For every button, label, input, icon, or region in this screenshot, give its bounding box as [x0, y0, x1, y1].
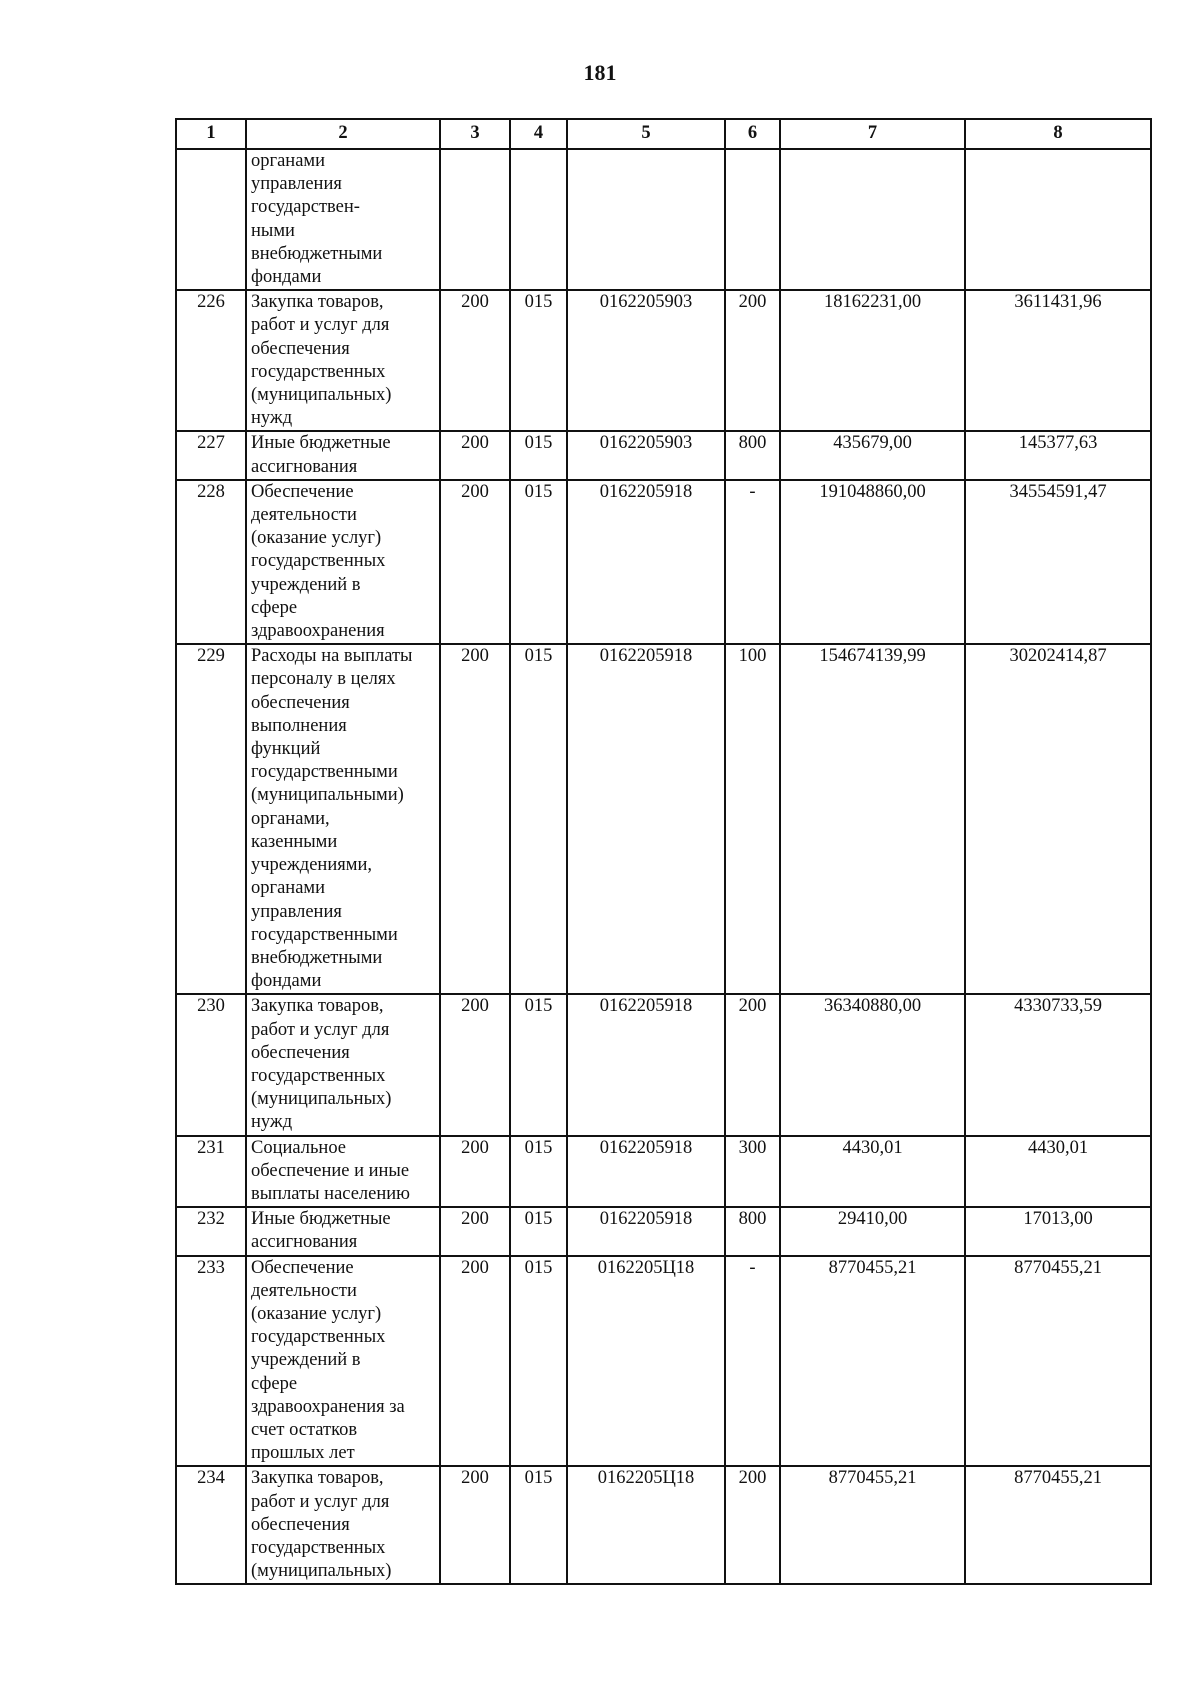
row-number: 233: [176, 1256, 246, 1467]
table-row: [176, 1256, 1151, 1467]
row-col4: 015: [510, 994, 567, 1135]
row-col4: 015: [510, 290, 567, 431]
row-col6: 200: [725, 994, 780, 1135]
table-row: [176, 994, 1151, 1135]
table-row: [176, 1466, 1151, 1584]
header-row: [176, 119, 1151, 149]
row-col3: 200: [440, 1136, 510, 1208]
row-col7: 8770455,21: [780, 1256, 965, 1467]
row-col6: 800: [725, 1207, 780, 1255]
row-col7: 191048860,00: [780, 480, 965, 644]
row-col8: 17013,00: [965, 1207, 1151, 1255]
row-col3: 200: [440, 994, 510, 1135]
table-row: [176, 1136, 1151, 1208]
row-col6: -: [725, 480, 780, 644]
row-name: Обеспечение деятельности (оказание услуг) государственных учреждений в сфере здравоохранения за счет остатков прошлых лет: [246, 1256, 440, 1467]
row-col3: 200: [440, 644, 510, 994]
row-number: 234: [176, 1466, 246, 1584]
row-number: 230: [176, 994, 246, 1135]
row-col5: 0162205903: [567, 290, 725, 431]
row-name: Закупка товаров, работ и услуг для обеспечения государственных (муниципальных): [246, 1466, 440, 1584]
row-col5: 0162205918: [567, 1207, 725, 1255]
table-row: [176, 431, 1151, 479]
row-name: Социальное обеспечение и иные выплаты населению: [246, 1136, 440, 1208]
row-col5: 0162205918: [567, 644, 725, 994]
row-number: 226: [176, 290, 246, 431]
row-name: Обеспечение деятельности (оказание услуг) государственных учреждений в сфере здравоохранения: [246, 480, 440, 644]
row-col4: 015: [510, 1466, 567, 1584]
col-header-2: 2: [246, 119, 440, 149]
row-number: [176, 149, 246, 290]
row-col5: 0162205Ц18: [567, 1256, 725, 1467]
row-col7: 36340880,00: [780, 994, 965, 1135]
row-col5: 0162205918: [567, 480, 725, 644]
row-col3: 200: [440, 290, 510, 431]
row-col4: 015: [510, 644, 567, 994]
row-col8: 145377,63: [965, 431, 1151, 479]
row-col8: 34554591,47: [965, 480, 1151, 644]
row-col8: 30202414,87: [965, 644, 1151, 994]
col-header-8: 8: [965, 119, 1151, 149]
row-name: Иные бюджетные ассигнования: [246, 431, 440, 479]
budget-table: [175, 118, 1152, 1585]
row-name: органами управления государствен- ными внебюджетными фондами: [246, 149, 440, 290]
row-col6: [725, 149, 780, 290]
col-header-7: 7: [780, 119, 965, 149]
table-row: [176, 480, 1151, 644]
table-row: [176, 149, 1151, 290]
row-col8: 8770455,21: [965, 1256, 1151, 1467]
row-col3: 200: [440, 1466, 510, 1584]
row-col8: 3611431,96: [965, 290, 1151, 431]
row-col3: 200: [440, 480, 510, 644]
row-col6: 300: [725, 1136, 780, 1208]
row-col8: [965, 149, 1151, 290]
col-header-1: 1: [176, 119, 246, 149]
row-col6: 200: [725, 1466, 780, 1584]
table-row: [176, 644, 1151, 994]
row-number: 232: [176, 1207, 246, 1255]
row-name: Закупка товаров, работ и услуг для обеспечения государственных (муниципальных) нужд: [246, 994, 440, 1135]
row-col4: 015: [510, 480, 567, 644]
row-col8: 8770455,21: [965, 1466, 1151, 1584]
row-col7: 435679,00: [780, 431, 965, 479]
row-col4: [510, 149, 567, 290]
row-col5: 0162205903: [567, 431, 725, 479]
table-row: [176, 1207, 1151, 1255]
row-col5: [567, 149, 725, 290]
row-col7: 154674139,99: [780, 644, 965, 994]
row-col7: [780, 149, 965, 290]
row-col3: 200: [440, 1256, 510, 1467]
row-col7: 4430,01: [780, 1136, 965, 1208]
row-name: Иные бюджетные ассигнования: [246, 1207, 440, 1255]
table-row: [176, 290, 1151, 431]
row-name: Расходы на выплаты персоналу в целях обеспечения выполнения функций государственными (муниципальными) органами, казенными учреждениями, органами управления государственными внебюджетными фондами: [246, 644, 440, 994]
row-col4: 015: [510, 1136, 567, 1208]
row-col4: 015: [510, 1256, 567, 1467]
row-number: 228: [176, 480, 246, 644]
col-header-5: 5: [567, 119, 725, 149]
page-number: 181: [583, 60, 617, 85]
row-col6: 200: [725, 290, 780, 431]
row-col8: 4330733,59: [965, 994, 1151, 1135]
row-col4: 015: [510, 431, 567, 479]
col-header-3: 3: [440, 119, 510, 149]
row-col5: 0162205918: [567, 994, 725, 1135]
row-col7: 8770455,21: [780, 1466, 965, 1584]
row-col6: 100: [725, 644, 780, 994]
row-col6: 800: [725, 431, 780, 479]
col-header-6: 6: [725, 119, 780, 149]
row-col8: 4430,01: [965, 1136, 1151, 1208]
row-col7: 18162231,00: [780, 290, 965, 431]
col-header-4: 4: [510, 119, 567, 149]
row-name: Закупка товаров, работ и услуг для обеспечения государственных (муниципальных) нужд: [246, 290, 440, 431]
row-number: 229: [176, 644, 246, 994]
row-col3: 200: [440, 431, 510, 479]
row-col5: 0162205Ц18: [567, 1466, 725, 1584]
row-col3: 200: [440, 1207, 510, 1255]
row-col6: -: [725, 1256, 780, 1467]
row-col5: 0162205918: [567, 1136, 725, 1208]
row-number: 227: [176, 431, 246, 479]
row-col4: 015: [510, 1207, 567, 1255]
row-col3: [440, 149, 510, 290]
row-number: 231: [176, 1136, 246, 1208]
row-col7: 29410,00: [780, 1207, 965, 1255]
